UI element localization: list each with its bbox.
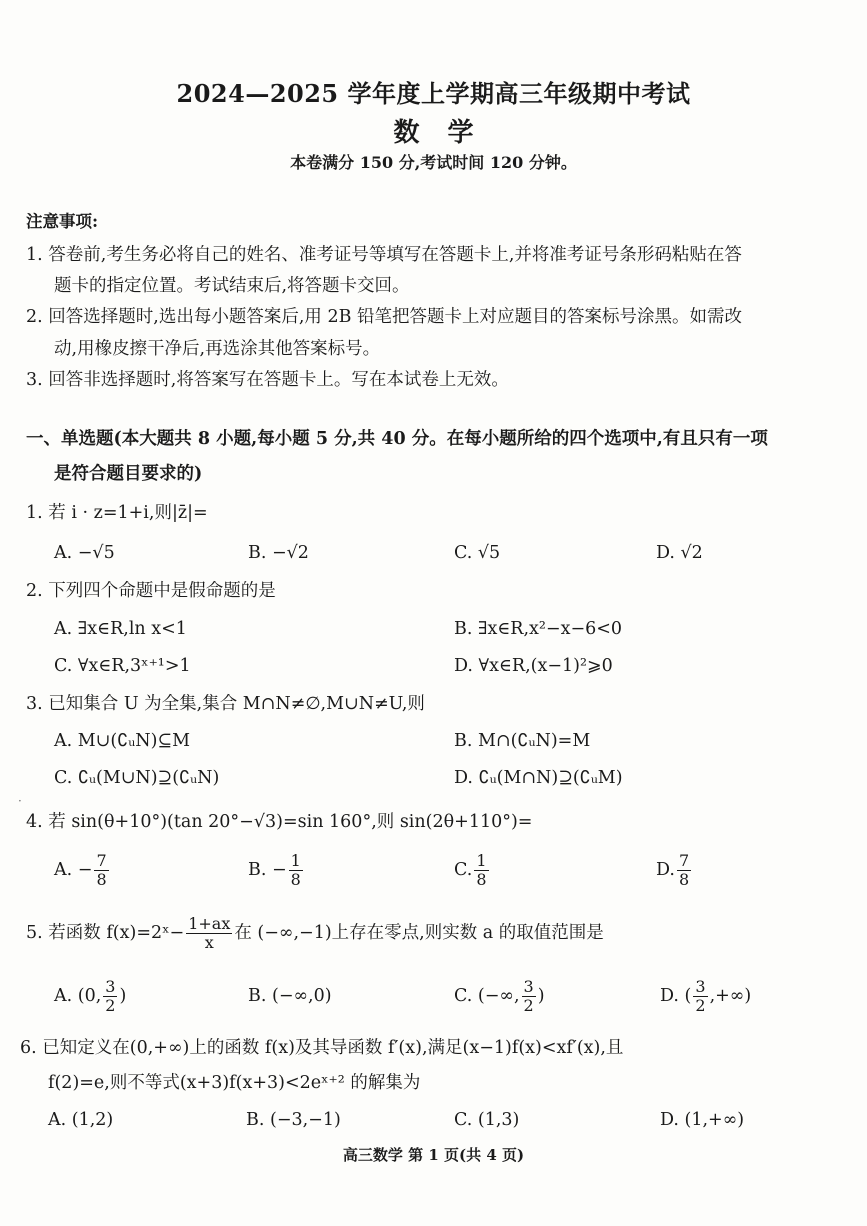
- note-1-line-1: 1. 答卷前,考生务必将自己的姓名、准考证号等填写在答题卡上,并将准考证号条形码粘贴在答: [26, 245, 742, 265]
- denominator: 8: [290, 870, 301, 889]
- question-4-option-d: [656, 852, 693, 889]
- question-1-option-a: A. −√5: [54, 543, 115, 563]
- notes-heading: 注意事项:: [26, 212, 99, 231]
- question-3-option-c: C. ∁ᵤ(M∪N)⊇(∁ᵤN): [54, 768, 220, 788]
- question-4-option-b: [248, 852, 305, 889]
- question-6-stem-line-2: f(2)=e,则不等式(x+3)f(x+3)<2eˣ⁺² 的解集为: [48, 1073, 421, 1093]
- denominator: 8: [476, 870, 487, 889]
- section-heading-line-1: 一、单选题(本大题共 8 小题,每小题 5 分,共 40 分。在每小题所给的四个选项中,有且只有一项: [26, 429, 768, 449]
- question-5-stem-post: 在 (−∞,−1)上存在零点,则实数 a 的取值范围是: [234, 923, 604, 943]
- option-text: D. (: [660, 986, 692, 1006]
- question-3-stem: 3. 已知集合 U 为全集,集合 M∩N≠∅,M∪N≠U,则: [26, 694, 425, 714]
- numerator: 3: [105, 977, 116, 996]
- exam-title: 2024—2025 学年度上学期高三年级期中考试: [176, 79, 691, 108]
- denominator: 2: [105, 996, 116, 1015]
- numerator: 3: [695, 977, 706, 996]
- question-2-option-a: A. ∃x∈R,ln x<1: [54, 619, 187, 639]
- fraction: [677, 852, 691, 889]
- option-text: A. (0,: [54, 986, 102, 1006]
- page-footer: 高三数学 第 1 页(共 4 页): [342, 1146, 525, 1164]
- denominator: 8: [96, 870, 107, 889]
- note-1-line-2: 题卡的指定位置。考试结束后,将答题卡交回。: [54, 276, 410, 296]
- exam-info: 本卷满分 150 分,考试时间 120 分钟。: [290, 153, 577, 172]
- question-4-option-c: [454, 852, 491, 889]
- question-3-option-b: B. M∩(∁ᵤN)=M: [454, 731, 591, 751]
- numerator: 7: [96, 851, 107, 870]
- note-2-line-1: 2. 回答选择题时,选出每小题答案后,用 2B 铅笔把答题卡上对应题目的答案标号涂黑。如需改: [26, 307, 743, 327]
- question-2-option-b: B. ∃x∈R,x²−x−6<0: [454, 619, 623, 639]
- question-6-option-b: B. (−3,−1): [246, 1110, 341, 1130]
- numerator: 1+ax: [188, 914, 231, 933]
- question-5-stem-pre: 5. 若函数 f(x)=2ˣ−: [26, 923, 185, 943]
- question-4-option-c-label: C.: [454, 860, 473, 880]
- option-text: ,+∞): [709, 986, 752, 1006]
- fraction: [94, 852, 108, 889]
- question-5-option-a: [54, 978, 126, 1015]
- question-4-stem: 4. 若 sin(θ+10°)(tan 20°−√3)=sin 160°,则 sin(2θ+110°)=: [26, 812, 533, 832]
- question-6-option-d: D. (1,+∞): [660, 1110, 745, 1130]
- question-4-option-a: [54, 852, 111, 889]
- question-5-option-d: [660, 978, 751, 1015]
- question-5-stem: [26, 915, 604, 952]
- question-4-option-d-label: D.: [656, 860, 675, 880]
- fraction: [693, 978, 707, 1015]
- question-4-option-a-label: A. −: [54, 860, 93, 880]
- question-6-option-a: A. (1,2): [48, 1110, 114, 1130]
- question-2-option-c: C. ∀x∈R,3ˣ⁺¹>1: [54, 656, 191, 676]
- subject-title: 数学: [393, 118, 502, 148]
- question-1-stem: 1. 若 i · z=1+i,则|z̄|=: [26, 503, 208, 523]
- question-5-option-b: B. (−∞,0): [248, 986, 332, 1006]
- question-4-option-b-label: B. −: [248, 860, 287, 880]
- question-1-option-d: D. √2: [656, 543, 703, 563]
- fraction: [186, 915, 232, 952]
- question-6-stem-line-1: 6. 已知定义在(0,+∞)上的函数 f(x)及其导函数 f′(x),满足(x−1)f(x)<xf′(x),且: [20, 1038, 624, 1058]
- option-text: ): [119, 986, 127, 1006]
- fraction: [103, 978, 117, 1015]
- question-3-option-d: D. ∁ᵤ(M∩N)⊇(∁ᵤM): [454, 768, 623, 788]
- numerator: 3: [523, 977, 534, 996]
- question-5-option-c: [454, 978, 545, 1015]
- scan-mark: ·: [18, 794, 22, 808]
- section-heading-line-2: 是符合题目要求的): [54, 464, 203, 484]
- denominator: 8: [678, 870, 690, 889]
- denominator: x: [204, 933, 214, 952]
- denominator: 2: [695, 996, 706, 1015]
- question-1-option-b: B. −√2: [248, 543, 309, 563]
- option-text: ): [537, 986, 545, 1006]
- question-2-option-d: D. ∀x∈R,(x−1)²⩾0: [454, 656, 613, 676]
- fraction: [474, 852, 488, 889]
- numerator: 7: [678, 851, 690, 870]
- question-3-option-a: A. M∪(∁ᵤN)⊆M: [54, 731, 191, 751]
- question-6-option-c: C. (1,3): [454, 1110, 520, 1130]
- fraction: [289, 852, 303, 889]
- denominator: 2: [523, 996, 534, 1015]
- option-text: C. (−∞,: [454, 986, 520, 1006]
- note-3: 3. 回答非选择题时,将答案写在答题卡上。写在本试卷上无效。: [26, 370, 509, 390]
- numerator: 1: [290, 851, 301, 870]
- note-2-line-2: 动,用橡皮擦干净后,再选涂其他答案标号。: [54, 339, 381, 359]
- numerator: 1: [476, 851, 487, 870]
- question-2-stem: 2. 下列四个命题中是假命题的是: [26, 581, 276, 601]
- question-1-option-c: C. √5: [454, 543, 501, 563]
- fraction: [522, 978, 536, 1015]
